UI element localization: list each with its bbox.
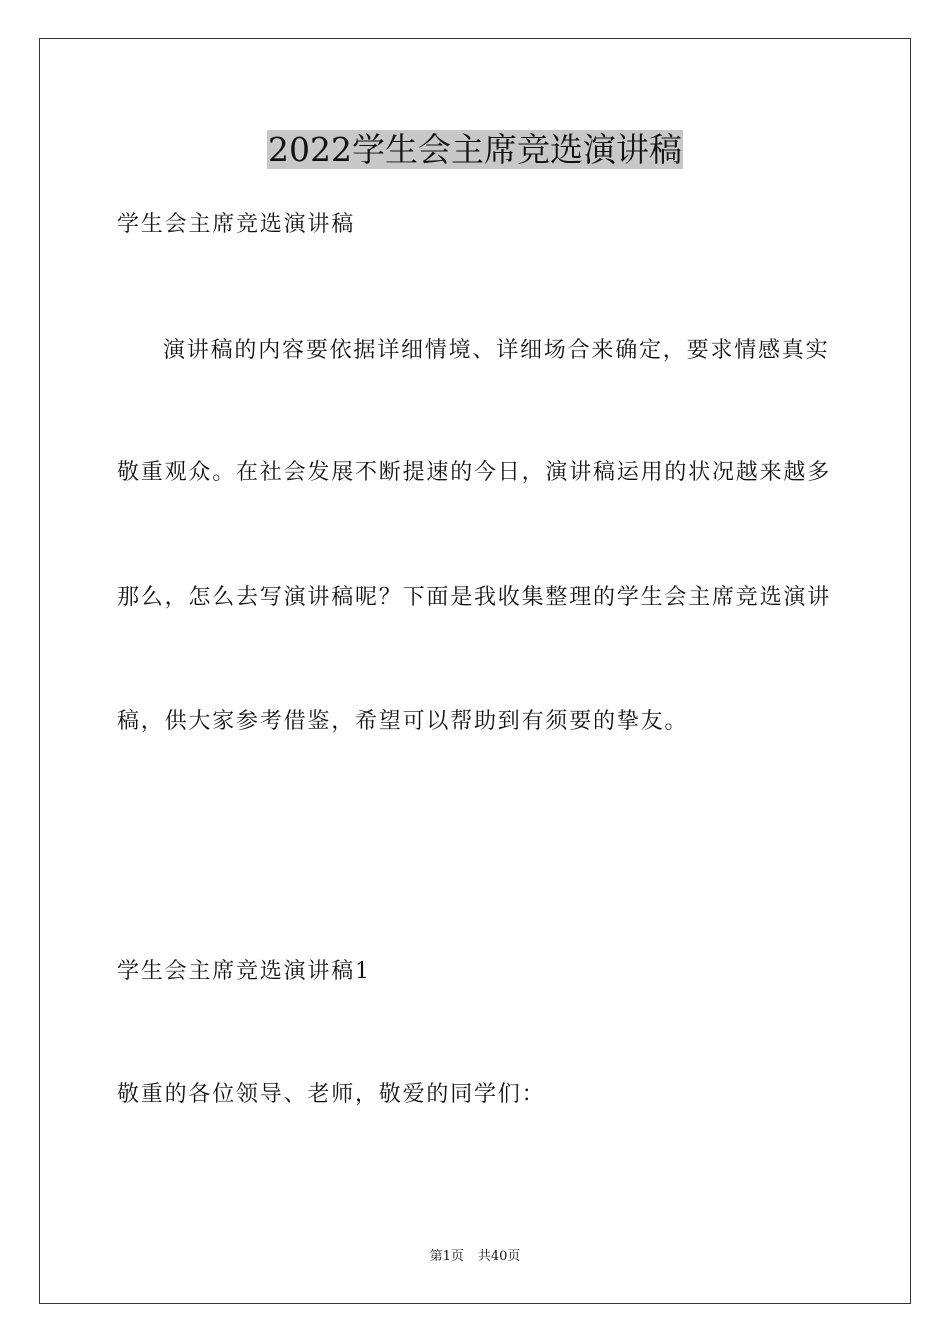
page-total: 共40页 <box>477 1249 521 1264</box>
document-title-text: 2022学生会主席竞选演讲稿 <box>268 130 682 169</box>
page-footer <box>0 1249 950 1265</box>
subtitle: 学生会主席竞选演讲稿 <box>117 212 356 237</box>
salutation: 敬重的各位领导、老师，敬爱的同学们： <box>117 1082 546 1107</box>
intro-line-4: 稿，供大家参考借鉴，希望可以帮助到有须要的挚友。 <box>117 709 689 734</box>
intro-line-3: 那么，怎么去写演讲稿呢？下面是我收集整理的学生会主席竞选演讲 <box>117 585 832 610</box>
document-title <box>0 130 950 170</box>
page-number: 第1页 <box>429 1249 464 1264</box>
intro-line-1: 演讲稿的内容要依据详细情境、详细场合来确定，要求情感真实 <box>163 338 830 363</box>
section-heading: 学生会主席竞选演讲稿1 <box>117 959 371 984</box>
intro-line-2: 敬重观众。在社会发展不断提速的今日，演讲稿运用的状况越来越多 <box>117 460 832 485</box>
